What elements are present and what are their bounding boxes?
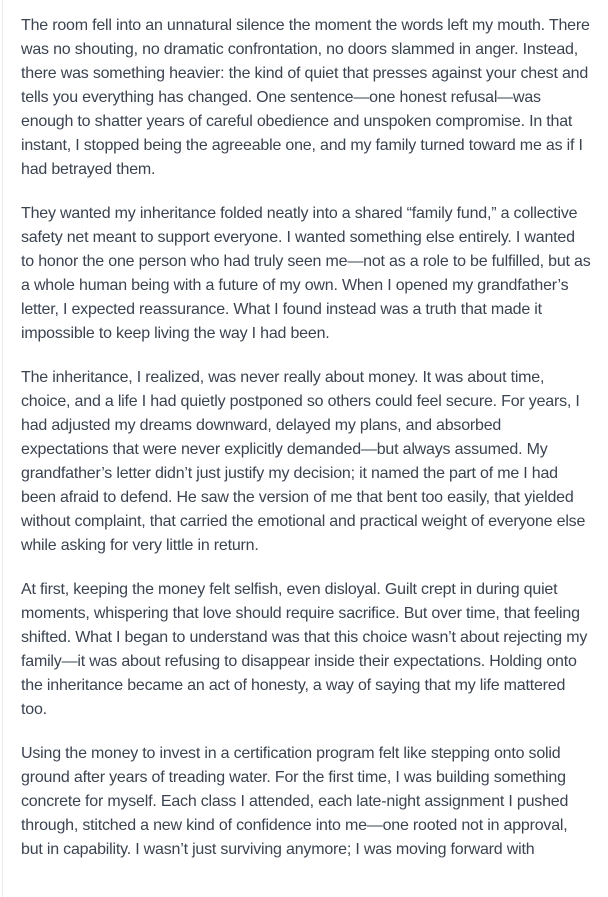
paragraph: The inheritance, I realized, was never really about money. It was about time, choice, and a life I had quietly postponed so others could feel secure. For years, I had adjusted my dreams downward, delayed my plans, and absorbed expectations that were never explicitly demanded—but always assumed. My grandfather’s letter didn’t just justify my decision; it named the part of me I had been afraid to defend. He saw the version of me that bent too easily, that yielded without complaint, that carried the emotional and practical weight of everyone else while asking for very little in return. [21, 369, 586, 554]
paragraph: At first, keeping the money felt selfish, even disloyal. Guilt crept in during quiet moments, whispering that love should require sacrifice. But over time, that feeling shifted. What I began to understand was that this choice wasn’t about rejecting my family—it was about refusing to disappear inside their expectations. Holding onto the inheritance became an act of honesty, a way of saying that my life mattered too. [21, 581, 588, 718]
paragraph: The room fell into an unnatural silence the moment the words left my mouth. There was no shouting, no dramatic confrontation, no doors slammed in anger. Instead, there was something heavier: the kind of quiet that presses against your chest and tells you everything has changed. One sentence—one honest refusal—was enough to shatter years of careful obedience and unspoken compromise. In that instant, I stopped being the agreeable one, and my family turned toward me as if I had betrayed them. [21, 17, 590, 178]
paragraph: They wanted my inheritance folded neatly into a shared “family fund,” a collective safety net meant to support everyone. I wanted something else entirely. I wanted to honor the one person who had truly seen me—not as a role to be fulfilled, but as a whole human being with a future of my own. When I opened my grandfather’s letter, I expected reassurance. What I found instead was a truth that made it impossible to keep living the way I had been. [21, 205, 591, 342]
paragraph: Using the money to invest in a certification program felt like stepping onto solid ground after years of treading water. For the first time, I was building something concrete for myself. Each class I attended, each late-night assignment I pushed through, stitched a new kind of confidence into me—one rooted not in approval, but in capability. I wasn’t just surviving anymore; I was moving forward with [21, 745, 569, 858]
pane-left-border [2, 0, 3, 897]
